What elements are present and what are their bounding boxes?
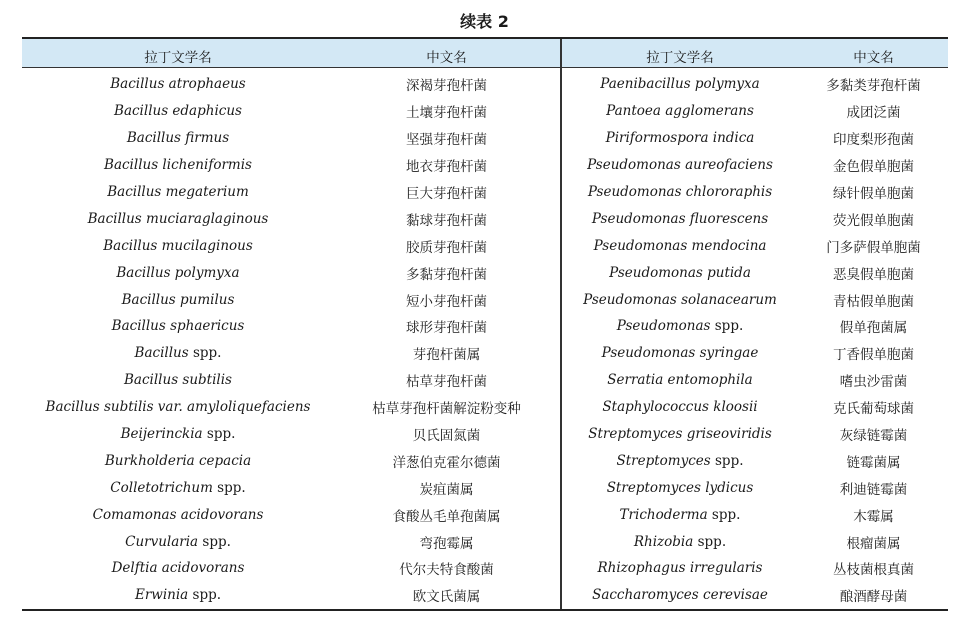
latin-name-cell	[563, 232, 797, 259]
chinese-name-cell: 枯草芽孢杆菌	[406, 374, 487, 391]
chinese-name-cell: 胶质芽孢杆菌	[406, 239, 487, 256]
table-row	[563, 474, 950, 501]
latin-name-cell	[563, 205, 797, 232]
latin-name: Bacillus muciaraglaginous	[87, 210, 269, 227]
latin-name-cell	[22, 367, 334, 394]
latin-name-cell	[563, 313, 797, 340]
latin-name: Streptomyces	[616, 452, 711, 469]
latin-suffix: spp.	[710, 318, 744, 335]
latin-name-cell	[22, 447, 334, 474]
latin-name-cell	[22, 179, 334, 206]
latin-name: Burkholderia cepacia	[104, 452, 252, 469]
chinese-name-cell: 食酸丛毛单孢菌属	[392, 508, 501, 525]
latin-name-cell	[22, 98, 334, 125]
latin-name-cell	[563, 421, 797, 448]
latin-name: Pseudomonas fluorescens	[591, 210, 769, 227]
latin-name: Streptomyces lydicus	[606, 479, 754, 496]
latin-name: Piriformospora indica	[605, 130, 755, 147]
chinese-name-cell: 黏球芽孢杆菌	[406, 212, 487, 229]
latin-name-cell	[22, 582, 334, 609]
latin-name-cell	[22, 125, 334, 152]
latin-name-cell	[563, 474, 797, 501]
latin-suffix: spp.	[188, 345, 222, 362]
latin-name-cell	[22, 555, 334, 582]
latin-name: Pseudomonas aureofaciens	[587, 157, 773, 174]
table-row	[563, 555, 950, 582]
latin-name-cell	[563, 528, 797, 555]
table-row	[563, 259, 950, 286]
latin-name-cell	[22, 501, 334, 528]
latin-name: Pseudomonas syringae	[601, 345, 759, 362]
chinese-name-cell: 成团泛菌	[846, 105, 901, 122]
chinese-name-cell: 多黏类芽孢杆菌	[826, 78, 921, 95]
latin-name-cell	[22, 232, 334, 259]
chinese-name-cell: 门多萨假单胞菌	[826, 239, 921, 256]
chinese-name-cell: 地衣芽孢杆菌	[406, 159, 487, 176]
table-row	[563, 313, 950, 340]
latin-name: Pseudomonas solanacearum	[583, 291, 777, 308]
chinese-name-cell: 丛枝菌根真菌	[833, 562, 914, 579]
table-row	[563, 179, 950, 206]
header-chinese-name-right: 中文名	[853, 50, 894, 66]
latin-name-cell	[22, 259, 334, 286]
latin-name: Serratia entomophila	[607, 372, 753, 389]
table-row	[22, 528, 559, 555]
table-row	[22, 555, 559, 582]
chinese-name-cell: 短小芽孢杆菌	[406, 293, 487, 310]
latin-name: Pantoea agglomerans	[606, 103, 754, 120]
table-row	[22, 98, 559, 125]
table-body	[22, 68, 948, 609]
bottom-rule	[22, 609, 948, 611]
chinese-name-cell: 枯草芽孢杆菌解淀粉变种	[372, 401, 521, 418]
latin-name-cell	[563, 125, 797, 152]
latin-name-cell	[563, 340, 797, 367]
table-row	[563, 421, 950, 448]
chinese-name-cell: 贝氏固氮菌	[412, 428, 481, 445]
chinese-name-cell: 多黏芽孢杆菌	[406, 266, 487, 283]
table-row	[563, 71, 950, 98]
latin-name-cell	[22, 340, 334, 367]
latin-name: Beijerinckia	[120, 426, 203, 443]
latin-suffix: spp.	[707, 506, 741, 523]
chinese-name-cell: 木霉属	[853, 508, 894, 525]
table-row	[563, 367, 950, 394]
table-row	[22, 232, 559, 259]
left-half	[22, 68, 559, 609]
table-row	[22, 474, 559, 501]
latin-name-cell	[563, 179, 797, 206]
latin-suffix: spp.	[710, 452, 744, 469]
latin-name: Paenibacillus polymyxa	[600, 76, 760, 93]
latin-name: Bacillus megaterium	[107, 184, 249, 200]
chinese-name-cell: 假单孢菌属	[839, 320, 908, 337]
latin-name: Bacillus licheniformis	[104, 157, 252, 174]
latin-name-cell	[22, 528, 334, 555]
latin-suffix: spp.	[693, 533, 727, 550]
chinese-name-cell: 代尔夫特食酸菌	[399, 562, 494, 579]
latin-name: Bacillus pumilus	[121, 291, 235, 308]
latin-name-cell	[563, 501, 797, 528]
table-row	[22, 340, 559, 367]
header-divider	[560, 39, 562, 67]
latin-name: Streptomyces griseoviridis	[588, 426, 772, 443]
table-row	[563, 582, 950, 609]
latin-name-cell	[22, 313, 334, 340]
table-row	[563, 232, 950, 259]
table-row	[563, 205, 950, 232]
chinese-name-cell: 土壤芽孢杆菌	[406, 105, 487, 122]
latin-suffix: spp.	[188, 587, 222, 604]
chinese-name-cell: 恶臭假单胞菌	[833, 266, 914, 283]
chinese-name-cell: 克氏葡萄球菌	[833, 401, 914, 418]
table-row	[22, 394, 559, 421]
latin-name-cell	[22, 394, 334, 421]
chinese-name-cell: 利迪链霉菌	[839, 481, 908, 498]
latin-name-cell	[563, 447, 797, 474]
table-row	[22, 501, 559, 528]
table-row	[22, 259, 559, 286]
chinese-name-cell: 绿针假单胞菌	[833, 186, 914, 202]
latin-name: Bacillus subtilis var. amyloliquefaciens	[45, 399, 311, 416]
table-row	[22, 71, 559, 98]
latin-name-cell	[563, 286, 797, 313]
table-row	[22, 313, 559, 340]
table-row	[22, 447, 559, 474]
latin-name: Bacillus atrophaeus	[110, 76, 246, 93]
latin-name: Bacillus edaphicus	[114, 103, 242, 120]
latin-name: Staphylococcus kloosii	[602, 399, 758, 416]
latin-name: Rhizobia	[633, 533, 694, 550]
table-row	[22, 205, 559, 232]
chinese-name-cell: 洋葱伯克霍尔德菌	[392, 454, 501, 471]
table-caption: 续表 2	[460, 12, 509, 31]
chinese-name-cell: 根瘤菌属	[846, 535, 901, 552]
table-row	[22, 367, 559, 394]
header-chinese-name-left: 中文名	[426, 50, 467, 66]
table-row	[563, 394, 950, 421]
right-half	[563, 68, 950, 609]
table-row	[22, 179, 559, 206]
chinese-name-cell: 坚强芽孢杆菌	[406, 132, 487, 149]
chinese-name-cell: 链霉菌属	[846, 454, 901, 471]
table-row	[22, 125, 559, 152]
latin-name: Bacillus polymyxa	[116, 264, 240, 281]
table-row	[22, 286, 559, 313]
latin-name: Curvularia	[125, 533, 199, 550]
latin-suffix: spp.	[212, 479, 246, 496]
latin-name: Bacillus firmus	[126, 130, 230, 147]
chinese-name-cell: 弯孢霉属	[419, 535, 474, 552]
chinese-name-cell: 荧光假单胞菌	[833, 212, 914, 229]
chinese-name-cell: 灰绿链霉菌	[839, 428, 908, 445]
table-row	[563, 98, 950, 125]
latin-name: Trichoderma	[619, 506, 708, 523]
table-row	[22, 152, 559, 179]
latin-name-cell	[563, 152, 797, 179]
latin-name-cell	[563, 555, 797, 582]
latin-name: Pseudomonas putida	[609, 264, 751, 281]
latin-name-cell	[563, 71, 797, 98]
chinese-name-cell: 深褐芽孢杆菌	[406, 78, 487, 95]
latin-name: Pseudomonas	[616, 318, 711, 335]
latin-name-cell	[563, 259, 797, 286]
chinese-name-cell: 青枯假单胞菌	[833, 293, 914, 310]
latin-name-cell	[22, 205, 334, 232]
table-row	[22, 421, 559, 448]
table-row	[563, 125, 950, 152]
latin-name: Delftia acidovorans	[111, 560, 245, 577]
chinese-name-cell: 炭疽菌属	[419, 481, 474, 498]
header-latin-name-right: 拉丁文学名	[646, 50, 714, 66]
chinese-name-cell: 芽孢杆菌属	[412, 347, 481, 364]
latin-name: Erwinia	[134, 587, 189, 604]
latin-name: Saccharomyces cerevisae	[592, 587, 768, 604]
table-row	[563, 501, 950, 528]
latin-suffix: spp.	[202, 426, 236, 443]
latin-name-cell	[22, 71, 334, 98]
center-divider	[560, 68, 562, 609]
table-row	[563, 152, 950, 179]
chinese-name-cell: 金色假单胞菌	[833, 159, 914, 176]
latin-name: Colletotrichum	[110, 479, 213, 496]
latin-name-cell	[22, 286, 334, 313]
latin-name-cell	[563, 98, 797, 125]
species-table	[22, 37, 948, 611]
table-row	[563, 528, 950, 555]
chinese-name-cell: 酿酒酵母菌	[839, 589, 908, 606]
latin-name: Bacillus mucilaginous	[103, 237, 253, 254]
latin-name-cell	[22, 421, 334, 448]
table-header	[22, 39, 948, 68]
header-latin-name-left: 拉丁文学名	[144, 50, 212, 66]
latin-name-cell	[22, 152, 334, 179]
latin-name: Bacillus subtilis	[124, 372, 232, 389]
latin-name: Rhizophagus irregularis	[597, 560, 763, 577]
chinese-name-cell: 巨大芽孢杆菌	[406, 186, 487, 202]
table-row	[563, 286, 950, 313]
latin-name: Bacillus	[134, 345, 189, 362]
chinese-name-cell: 嗜虫沙雷菌	[839, 374, 908, 391]
table-row	[563, 447, 950, 474]
latin-name: Comamonas acidovorans	[92, 506, 264, 523]
latin-name: Bacillus sphaericus	[111, 318, 245, 335]
latin-name-cell	[563, 394, 797, 421]
latin-name: Pseudomonas chlororaphis	[587, 184, 773, 200]
latin-name-cell	[563, 367, 797, 394]
latin-suffix: spp.	[198, 533, 231, 550]
chinese-name-cell: 印度梨形孢菌	[833, 132, 914, 149]
table-row	[563, 340, 950, 367]
latin-name-cell	[563, 582, 797, 609]
chinese-name-cell: 欧文氏菌属	[412, 589, 481, 606]
latin-name-cell	[22, 474, 334, 501]
latin-name: Pseudomonas mendocina	[593, 237, 767, 254]
chinese-name-cell: 丁香假单胞菌	[833, 347, 914, 364]
table-row	[22, 582, 559, 609]
chinese-name-cell: 球形芽孢杆菌	[406, 320, 487, 337]
